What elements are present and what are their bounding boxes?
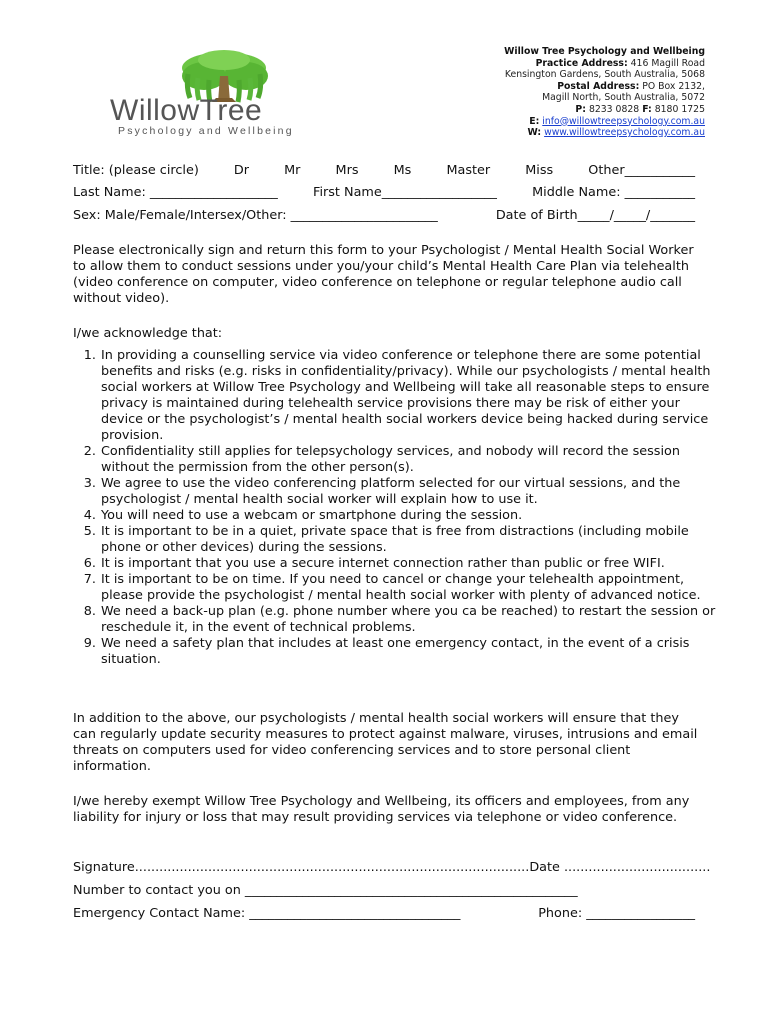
phone-fax-line [405,104,705,116]
last-name-field[interactable]: Last Name: ____________________ [73,185,278,200]
acknowledge-heading [73,326,698,342]
emergency-contact-row [73,906,698,922]
contact-block [405,46,705,139]
title-option-mrs[interactable]: Mrs [335,163,359,178]
list-item: 3. We agree to use the video conferencing platform selected for our virtual sessions, and the psychologist / mental health social worker will explain how to use it. [100,476,725,508]
list-item: 2. Confidentiality still applies for telepsychology services, and nobody will record the session without the permission from the other person(s). [100,444,725,476]
phone-value: 8233 0828 [588,103,640,115]
list-item: 7. It is important to be on time. If you need to cancel or change your telehealth appointment, please provide the psychologist / mental health social worker with plenty of advanced notice. [100,572,725,604]
list-item: 5. It is important to be in a quiet, private space that is free from distractions (including mobile phone or other devices) during the sessions. [100,524,725,556]
signature-field[interactable]: Signature................................................................................................. [73,860,530,875]
postal-address-line [405,81,705,93]
practice-address-label: Practice Address: [535,57,628,69]
email-line [405,116,705,128]
name-row [73,185,698,201]
sex-field[interactable]: Sex: Male/Female/Intersex/Other: _______________________ [73,208,438,223]
org-name: Willow Tree Psychology and Wellbeing [504,46,705,57]
fax-label: F: [642,103,652,115]
web-link[interactable]: www.willowtreepsychology.com.au [544,127,705,139]
security-paragraph [73,711,698,775]
first-name-field[interactable]: First Name__________________ [313,185,497,200]
list-item: 1. In providing a counselling service via video conference or telephone there are some potential benefits and risks (e.g. risks in confidentiality/privacy). While our psychologists / mental health social workers at Willow Tree Psychology and Wellbeing will take all reasonable steps to ensure privacy is maintained during telehealth service provisions there may be risk of either your device or the psychologist’s / mental health social workers device being hacked during service provision. [100,348,725,444]
web-line [405,127,705,139]
list-item: 9. We need a safety plan that includes at least one emergency contact, in the event of a crisis situation. [100,636,725,668]
acknowledgement-list [73,348,725,668]
date-field[interactable]: Date .................................... [529,860,711,875]
title-row [73,163,698,179]
title-option-other[interactable]: Other___________ [588,163,695,178]
contact-number-row [73,883,698,899]
practice-address-line [405,58,705,70]
signature-row [73,860,711,876]
willow-tree-logo-graphic [108,46,340,138]
fax-value: 8180 1725 [654,103,705,115]
practice-address-2: Kensington Gardens, South Australia, 5068 [504,69,705,81]
sex-dob-row [73,208,698,224]
logo-tagline: Psychology and Wellbeing [118,125,294,137]
title-label: Title: (please circle) [73,163,199,178]
emergency-phone-field[interactable]: Phone: _________________ [538,906,695,921]
title-option-mr[interactable]: Mr [284,163,301,178]
list-item: 8. We need a back-up plan (e.g. phone number where you ca be reached) to restart the session or reschedule it, in the event of technical problems. [100,604,725,636]
company-logo [108,46,340,138]
security-text: In addition to the above, our psychologists / mental health social workers will ensure that they can regularly update security measures to protect against malware, viruses, intrusions and email threats on computers used for video conferencing services and to store personal client information. [73,711,698,774]
intro-text: Please electronically sign and return this form to your Psychologist / Mental Health Social Worker to allow them to conduct sessions under you/your child’s Mental Health Care Plan via telehealth (video conference on computer, video conference on telephone or regular telephone audio call without video). [73,243,694,306]
postal-address-1: PO Box 2132, [642,80,705,92]
exemption-text: I/we hereby exempt Willow Tree Psychology and Wellbeing, its officers and employees, from any liability for injury or loss that may result providing services via telephone or video conference. [73,794,690,825]
exemption-paragraph [73,794,698,826]
phone-label: P: [575,103,586,115]
title-option-dr[interactable]: Dr [233,163,250,178]
title-option-miss[interactable]: Miss [525,163,554,178]
practice-address-1: 416 Magill Road [630,57,705,69]
email-link[interactable]: info@willowtreepsychology.com.au [542,115,705,127]
acknowledge-heading-text: I/we acknowledge that: [73,326,223,341]
emergency-contact-name-field[interactable]: Emergency Contact Name: _________________________________ [73,906,461,921]
web-label: W: [527,127,542,139]
logo-wordmark: WillowTree [110,94,263,127]
intro-paragraph [73,243,698,307]
email-label: E: [529,115,540,127]
postal-address-2: Magill North, South Australia, 5072 [542,92,705,104]
list-item: 4. You will need to use a webcam or smartphone during the session. [100,508,725,524]
contact-number-field[interactable]: Number to contact you on ____________________________________________________ [73,883,578,898]
middle-name-field[interactable]: Middle Name: ___________ [532,185,695,200]
postal-address-label: Postal Address: [557,80,640,92]
dob-field[interactable]: Date of Birth_____/_____/_______ [495,208,695,223]
title-option-master[interactable]: Master [446,163,491,178]
list-item: 6. It is important that you use a secure internet connection rather than public or free WIFI. [100,556,725,572]
title-option-ms[interactable]: Ms [393,163,412,178]
